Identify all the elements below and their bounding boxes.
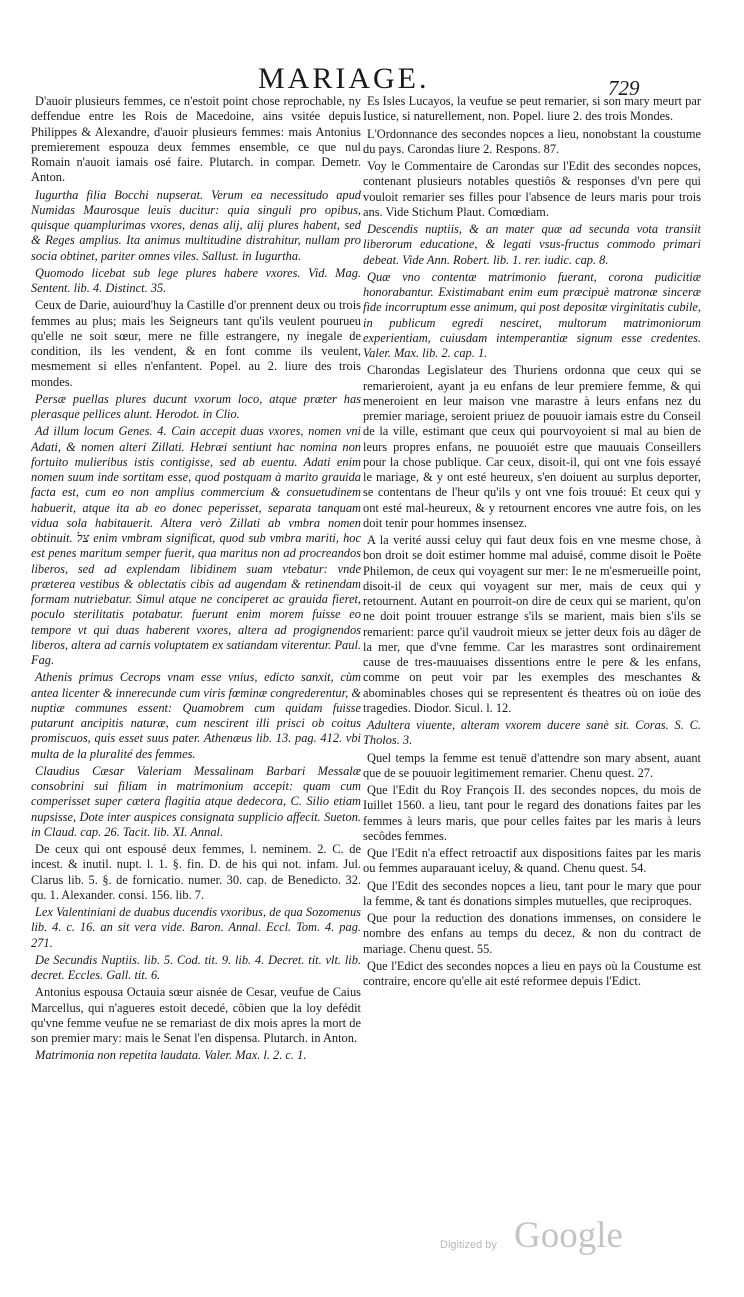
paragraph: Antonius espousa Octauia sœur aisnée de Cesar, veufue de Caius Marcellus, qui n'agueres estoit decedé, côbien que la loy defédit qu'vne femme veufue ne se remariast de dix mois apres la mort de son premier mary: mais le Senat l'en dispensa. Plutarch. in Anton. — [31, 985, 361, 1045]
paragraph: Iugurtha filia Bocchi nupserat. Verum ea necessitudo apud Numidas Maurosque leuis ducitur: quia singuli pro opibus, quisque quamplurimas vxores, denas alij, alij plures habent, sed & Reges amplius. Ita animus multitudine distrahitur, nullam pro socia obtinet, pariter omnes viles. Sallust. in Iugurtha. — [31, 187, 361, 263]
paragraph: Claudius Cæsar Valeriam Messalinam Barbari Messalæ consobrini sui filiam in matrimonium accepit: quam cum comperisset super cætera flagitia atque dedecora, C. Silio etiam nupsisse, Dote inter auspices consignata supplicio affecit. Sueton. in Claud. cap. 26. Tacit. lib. XI. Annal. — [31, 763, 361, 839]
paragraph: Persæ puellas plures ducunt vxorum loco, atque præter has plerasque pellices alunt. Herodot. in Clio. — [31, 391, 361, 421]
paragraph: Athenis primus Cecrops vnam esse vnius, edicto sanxit, cùm antea licenter & innerecunde cum viris fœminæ congrederentur, & nuptiæ communes essent: Quamobrem cum quidam fuisse putarunt ancipitis naturæ, cum nescirent illi prisci ob coitus promiscuos, quis esset suus pater. Athenæus lib. 13. pag. 412. vbi multa de la pluralité des femmes. — [31, 670, 361, 761]
paragraph: Charondas Legislateur des Thuriens ordonna que ceux qui se remarieroient, ayant ja eu enfans de leur premiere femme, & qui meneroient en leur maison vne marastre à leurs enfans nez du premier mariage, seroient priuez de pouuoir iamais estre du Conseil de la ville, estimant que ceux qui pourvoyoient si mal au bien de leurs propres enfans, ne pouuoiét estre que mauuais Conseillers pour la chose publique. Car ceux, disoit-il, qui ont vne fois essayé le mariage, & y ont esté heureux, s'en doiuent au surplus deporter, se contentans de l'heur qu'ils y ont vne fois trouué: Et ceux qui y ont esté mal-heureux, & y retournent encores vne autre fois, on les doit tenir pour hommes insensez. — [363, 363, 701, 530]
digitized-label: Digitized by — [440, 1239, 497, 1251]
paragraph: De Secundis Nuptiis. lib. 5. Cod. tit. 9. lib. 4. Decret. tit. vlt. lib. decret. Eccles. Gall. tit. 6. — [31, 952, 361, 982]
paragraph: Quomodo licebat sub lege plures habere vxores. Vid. Mag. Sentent. lib. 4. Distinct. 35. — [31, 265, 361, 295]
paragraph: Quæ vno contentæ matrimonio fuerant, corona pudicitiæ honorabantur. Existimabant enim eum præcipuè matronæ sinceræ fide incorruptum esse animum, qui post depositæ virginitatis cubile, in publicum egredi nesciret, multorum matrimoniorum experientiam, cuiusdam intemperantiæ signum esse credentes. Valer. Max. lib. 2. cap. 1. — [363, 269, 701, 360]
paragraph: Quel temps la femme est tenuë d'attendre son mary absent, auant que de se pouuoir legitimement remarier. Chenu quest. 27. — [363, 750, 701, 780]
right-text-column — [363, 94, 701, 1194]
paragraph: Matrimonia non repetita laudata. Valer. Max. l. 2. c. 1. — [35, 1048, 307, 1063]
paragraph: A la verité aussi celuy qui faut deux fois en vne mesme chose, à bon droit se doit estimer homme mal aduisé, comme disoit le Poëte Philemon, de ceux qui voyagent sur mer: Ie ne m'esmerueille point, disoit-il de ceux qui voyagent sur mer, mais de ceux qui y retournent. Autant en pourroit-on dire de ceux qui se marient, qu'on ne doit point trouuer estrange s'ils se marient, mais bien s'ils se remarient: parce qu'il vaudroit mieux se jetter deux fois au dâger de la mer, que d'vne femme. Car les marastres sont ordinairement cause de tres-mauuaises dissentions entre le pere & les enfans, comme on peut voir par les exemples des meschantes & abominables choses qui se representent és theatres où on ioüe des tragedies. Diodor. Sicul. l. 12. — [363, 533, 701, 715]
paragraph: Que l'Edit du Roy François II. des secondes nopces, du mois de Iuillet 1560. a lieu, tant pour le regard des donations faites par les femmes à leurs maris, que pour celles faites par les maris à leurs secôdes femmes. — [363, 783, 701, 843]
paragraph: Es Isles Lucayos, la veufue se peut remarier, si son mary meurt par Iustice, si naturellement, non. Popel. liure 2. des trois Mondes. — [363, 94, 701, 124]
paragraph: Ceux de Darie, auiourd'huy la Castille d'or prennent deux ou trois femmes au plus; mais les Seigneurs tant qu'ils veulent pourueu qu'elle ne soit sœur, mere ne fille estrangere, ny inegale de condition, ils les vendent, & en font comme ils veulent, mesmement si elles n'enfantent. Popel. au 2. liure des trois mondes. — [31, 298, 361, 389]
google-logo: Google — [514, 1215, 623, 1256]
paragraph: Lex Valentiniani de duabus ducendis vxoribus, de qua Sozomenus lib. 4. c. 16. an sit vera vide. Baron. Annal. Eccl. Tom. 4. pag. 271. — [31, 905, 361, 950]
left-text-column — [31, 94, 361, 1194]
paragraph: Voy le Commentaire de Carondas sur l'Edit des secondes nopces, contenant plusieurs notables questiôs & responses d'vn pere qui vouloit remarier ses filles pour l'absence de leurs maris pour trois ans. Vide Stichum Plaut. Comœdiam. — [363, 159, 701, 219]
paragraph: Que l'Edit n'a effect retroactif aux dispositions faites par les maris ou femmes auparauant iceluy, & quand. Chenu quest. 54. — [363, 846, 701, 876]
paragraph: Que l'Edit des secondes nopces a lieu, tant pour le mary que pour la femme, & tant és donations simples mutuelles, que reciproques. — [363, 878, 701, 908]
page-number: 729 — [608, 76, 640, 100]
paragraph: Ad illum locum Genes. 4. Cain accepit duas vxores, nomen vni Adati, & nomen alteri Zillati. Hebræi sentiunt hac nomina non fortuito mulieribus istis contigisse, sed ab euentu. Adati enim nomen suum inde sortitam esse, quod postquam à marito grauida facta est, cum eo non amplius commercium & consuetudinem habuerit, atque ita ab eo donec peperisset, separata tanquam vidua sola habitauerit. Altera verò Zillati ab vmbra nomen obtinuit. צל enim vmbram significat, quod sub vmbra mariti, hoc est penes maritum semper fuerit, qua maritus non ad procreandos liberos, sed ad explendam libidinem suam vtebatur: vnde præterea vestibus & oblectatis cibis ad augendam & retinendam formam nutriebatur. Simul atque ne conciperet ac grauida fieret, poculo sterilitatis potabatur. fuerunt enim morem fuisse eo tempore vt qui duas haberent vxores, altera ad progignendos liberos, altera ad carnis voluptatem ex satiandam viterentur. Paul. Fag. — [31, 424, 361, 667]
paragraph: Que pour la reduction des donations immenses, on considere le nombre des enfans au temps du decez, & non du contract de mariage. Chenu quest. 55. — [363, 911, 701, 956]
paragraph: De ceux qui ont espousé deux femmes, l. neminem. 2. C. de incest. & inutil. nupt. l. 1. §. fin. D. de his qui not. infam. Jul. Clarus lib. 5. §. de fornicatio. numer. 30. cap. de Benedicto. 32. qu. 1. Alexander. consi. 156. lib. 7. — [31, 842, 361, 902]
running-title: MARIAGE. — [258, 62, 430, 95]
paragraph: Adultera viuente, alteram vxorem ducere sanè sit. Coras. S. C. Tholos. 3. — [363, 718, 701, 748]
paragraph: D'auoir plusieurs femmes, ce n'estoit point chose reprochable, ny deffendue entre les Rois de Macedoine, ains vsitée depuis Philippes & Alexandre, d'auoir plusieurs femmes: mais Antonius premierement espouza deux femmes ensemble, ce que nul Romain n'auoit iamais osé faire. Plutarch. in compar. Demetr. Anton. — [31, 94, 361, 185]
digitized-by-google-watermark — [440, 1214, 670, 1264]
paragraph: Que l'Edict des secondes nopces a lieu en pays où la Coustume est contraire, encore qu'elle ait esté reformee depuis l'Edict. — [363, 958, 701, 988]
paragraph: Descendis nuptiis, & an mater quæ ad secunda vota transiit liberorum educatione, & legati vsus-fructus commodo primari debeat. Vide Ann. Robert. lib. 1. rer. iudic. cap. 8. — [363, 222, 701, 267]
paragraph: L'Ordonnance des secondes nopces a lieu, nonobstant la coustume du pays. Carondas liure 2. Respons. 87. — [363, 126, 701, 156]
